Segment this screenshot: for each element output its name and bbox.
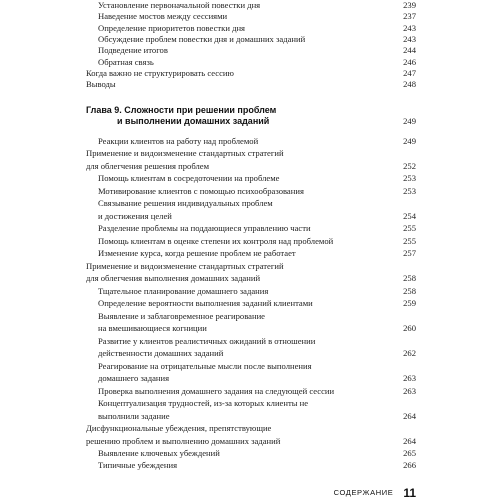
toc-entry [0, 34, 500, 45]
toc-entry [0, 68, 500, 79]
chapter-page-number: 249 [403, 116, 416, 126]
toc-entry [0, 161, 500, 172]
toc-entry [0, 0, 500, 11]
toc-entry-title: Типичные убеждения [98, 460, 178, 471]
toc-entry-title: Применение и видоизменение стандартных стратегий [86, 148, 284, 159]
toc-entry-title: домашнего задания [98, 373, 170, 384]
toc-entry-title: на вмешивающиеся когниции [98, 323, 207, 334]
toc-entry-title: Тщательное планирование домашнего задания [98, 285, 269, 296]
toc-entry-title: Связывание решения индивидуальных проблем [98, 198, 273, 209]
toc-entry-page: 264 [403, 410, 416, 421]
page-footer [334, 484, 416, 498]
toc-entry-page: 244 [403, 45, 416, 56]
toc-entry-page: 243 [403, 22, 416, 33]
toc-entry [0, 248, 500, 259]
toc-entry-title: Установление первоначальной повестки дня [98, 0, 261, 10]
chapter-heading [86, 105, 276, 127]
toc-entry [0, 336, 500, 347]
toc-entry [0, 373, 500, 384]
toc-entry [0, 198, 500, 209]
toc-entry-title: Изменение курса, когда решение проблем не работает [98, 248, 296, 259]
toc-entry-page: 262 [403, 348, 416, 359]
toc-entry-title: Помощь клиентам в сосредоточении на проблеме [98, 173, 280, 184]
toc-entry-page: 253 [403, 185, 416, 196]
toc-entry [0, 211, 500, 222]
toc-entry-page: 249 [403, 136, 416, 146]
toc-entry-page: 255 [403, 235, 416, 246]
toc-entry [0, 23, 500, 34]
toc-entry-title: Определение приоритетов повестки дня [98, 22, 246, 33]
toc-entry-title: Обратная связь [98, 56, 154, 67]
toc-entry-title: Развитие у клиентов реалистичных ожиданий в отношении [98, 335, 316, 346]
toc-entry [0, 298, 500, 309]
toc-entry-page: 248 [403, 79, 416, 90]
toc-entry-title: Обсуждение проблем повестки дня и домашних заданий [98, 33, 306, 44]
toc-entry [0, 448, 500, 459]
toc-entry-title: Дисфункциональные убеждения, препятствующие [86, 423, 272, 434]
toc-entry-title: Помощь клиентам в оценке степени их контроля над проблемой [98, 235, 334, 246]
toc-entry [0, 173, 500, 184]
toc-entry-title: Мотивирование клиентов с помощью психообразования [98, 185, 304, 196]
toc-entry-page: 257 [403, 248, 416, 259]
toc-entry-title: и достижения целей [98, 210, 172, 221]
toc-entry [0, 361, 500, 372]
toc-entry [0, 286, 500, 297]
toc-entry-page: 246 [403, 56, 416, 67]
toc-entry [0, 136, 500, 147]
toc-entry-title: Выводы [86, 79, 116, 90]
chapter-heading-line1: Глава 9. Сложности при решении проблем [86, 105, 277, 115]
toc-entry-title: Реагирование на отрицательные мысли после выполнения [98, 360, 312, 371]
toc-entry-page: 264 [403, 435, 416, 446]
toc-entry [0, 148, 500, 159]
toc-entry-page: 258 [403, 273, 416, 284]
toc-entry [0, 323, 500, 334]
toc-entry [0, 460, 500, 471]
toc-entry-title: Разделение проблемы на поддающиеся управлению части [98, 223, 311, 234]
toc-entry [0, 398, 500, 409]
toc-entry [0, 57, 500, 68]
toc-entry-page: 260 [403, 323, 416, 334]
toc-entry-title: Наведение мостов между сессиями [98, 11, 228, 22]
toc-entry [0, 311, 500, 322]
toc-entry-page: 237 [403, 11, 416, 22]
toc-entry-title: Выявление и заблаговременное реагирование [98, 310, 265, 321]
toc-entry-title: Когда важно не структурировать сессию [86, 67, 234, 78]
toc-entry [0, 79, 500, 90]
toc-entry-title: для облегчения выполнения домашних заданий [86, 273, 261, 284]
toc-entry-page: 254 [403, 210, 416, 221]
toc-entry-page: 266 [403, 460, 416, 471]
toc-entry-page: 247 [403, 67, 416, 78]
toc-entry [0, 386, 500, 397]
toc-entry-page: 252 [403, 160, 416, 171]
toc-entry-title: Реакции клиентов на работу над проблемой [98, 136, 259, 146]
toc-entry-page: 255 [403, 223, 416, 234]
toc-entry-title: Применение и видоизменение стандартных стратегий [86, 260, 284, 271]
toc-entry [0, 423, 500, 434]
toc-entry [0, 411, 500, 422]
toc-entry-title: Концептуализация трудностей, из-за которых клиенты не [98, 398, 309, 409]
toc-entry [0, 436, 500, 447]
toc-entry-page: 239 [403, 0, 416, 10]
toc-entry-title: действенности домашних заданий [98, 348, 224, 359]
toc-entry [0, 11, 500, 22]
chapter-heading-line2: и выполнении домашних заданий [117, 116, 270, 126]
toc-entry-title: для облегчения решения проблем [86, 160, 210, 171]
toc-entry [0, 273, 500, 284]
toc-entry-title: решению проблем и выполнению домашних заданий [86, 435, 281, 446]
toc-entry-title: Подведение итогов [98, 45, 168, 56]
footer-page-number: 11 [403, 485, 416, 500]
toc-entry-title: выполнили задание [98, 410, 170, 421]
toc-entry-page: 258 [403, 285, 416, 296]
toc-entry-page: 253 [403, 173, 416, 184]
toc-entry [0, 186, 500, 197]
toc-entry-page: 243 [403, 33, 416, 44]
toc-entry [0, 348, 500, 359]
toc-entry-page: 263 [403, 385, 416, 396]
toc-entry-page: 259 [403, 298, 416, 309]
toc-entry-title: Определение вероятности выполнения заданий клиентами [98, 298, 313, 309]
toc-entry-page: 265 [403, 448, 416, 458]
toc-entry-page: 263 [403, 373, 416, 384]
toc-entry [0, 261, 500, 272]
toc-entry-title: Проверка выполнения домашнего задания на следующей сессии [98, 385, 335, 396]
toc-entry [0, 45, 500, 56]
footer-section-label: СОДЕРЖАНИЕ [333, 488, 394, 498]
toc-entry [0, 236, 500, 247]
toc-entry-title: Выявление ключевых убеждений [98, 448, 220, 458]
toc-entry [0, 223, 500, 234]
